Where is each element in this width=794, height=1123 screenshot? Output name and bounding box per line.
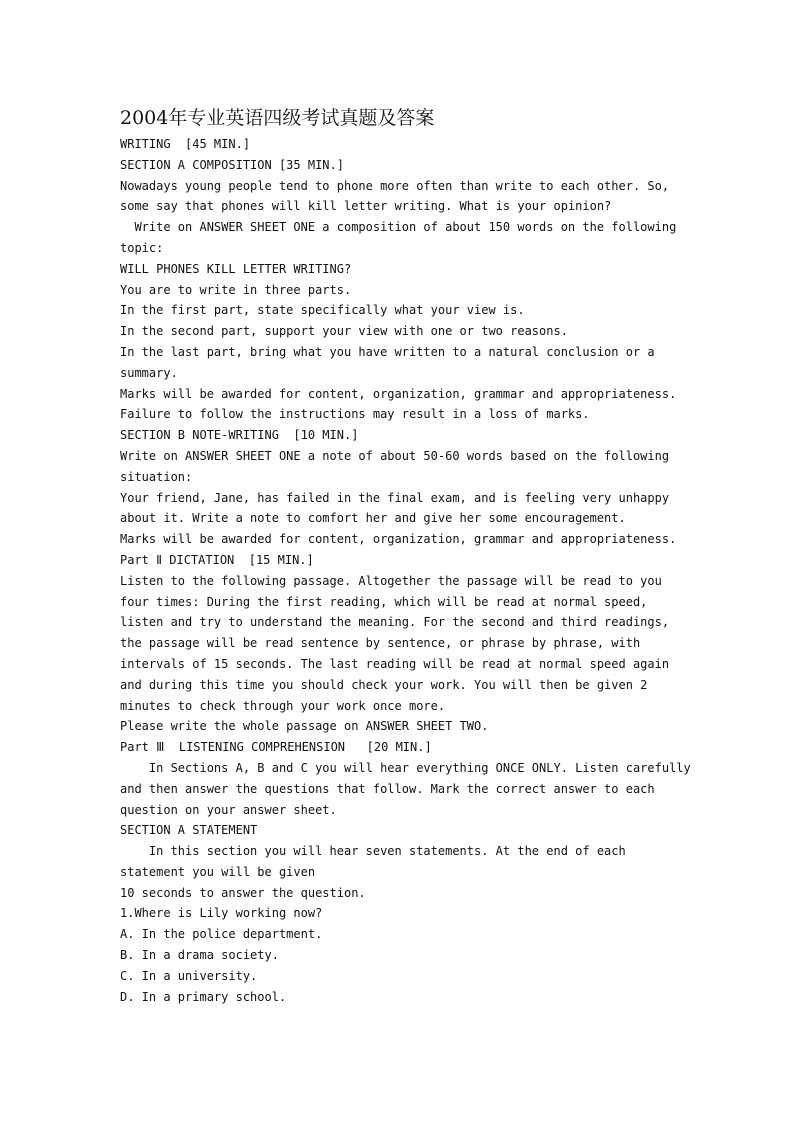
text-line: In this section you will hear seven statements. At the end of each [120, 844, 626, 859]
text-line: listen and try to understand the meaning. For the second and third readings, [120, 615, 670, 630]
section-heading-note-writing: SECTION B NOTE-WRITING [10 MIN.] [120, 428, 359, 443]
text-line: statement you will be given [120, 864, 316, 879]
text-line: Marks will be awarded for content, organization, grammar and appropriateness. [120, 386, 677, 401]
text-line: In Sections A, B and C you will hear everything ONCE ONLY. Listen carefully [120, 760, 691, 775]
text-line: question on your answer sheet. [120, 802, 337, 817]
text-line: Listen to the following passage. Altogether the passage will be read to you [120, 573, 662, 588]
text-line: In the first part, state specifically what your view is. [120, 303, 525, 318]
text-line: summary. [120, 365, 178, 380]
text-line: and then answer the questions that follow. Mark the correct answer to each [120, 781, 655, 796]
text-line: 10 seconds to answer the question. [120, 885, 366, 900]
text-line: You are to write in three parts. [120, 282, 352, 297]
composition-topic: WILL PHONES KILL LETTER WRITING? [120, 261, 352, 276]
text-line: Write on ANSWER SHEET ONE a composition of about 150 words on the following [120, 220, 677, 235]
section-heading-writing: WRITING [45 MIN.] [120, 137, 251, 151]
text-line: intervals of 15 seconds. The last reading will be read at normal speed again [120, 656, 670, 671]
document-title: 2004年专业英语四级考试真题及答案 [120, 107, 435, 129]
section-heading-dictation: Part Ⅱ DICTATION [15 MIN.] [120, 552, 314, 567]
option-a: A. In the police department. [120, 927, 323, 942]
text-line: minutes to check through your work once more. [120, 698, 446, 713]
section-heading-listening: Part Ⅲ LISTENING COMPREHENSION [20 MIN.] [120, 740, 432, 755]
text-line: situation: [120, 469, 193, 484]
text-line: some say that phones will kill letter writing. What is your opinion? [120, 199, 612, 214]
text-line: four times: During the first reading, which will be read at normal speed, [120, 594, 648, 609]
text-line: about it. Write a note to comfort her and give her some encouragement. [120, 511, 626, 526]
text-line: Your friend, Jane, has failed in the final exam, and is feeling very unhappy [120, 490, 670, 505]
text-line: the passage will be read sentence by sentence, or phrase by phrase, with [120, 636, 641, 651]
text-line: Write on ANSWER SHEET ONE a note of about 50-60 words based on the following [120, 448, 670, 463]
text-line: and during this time you should check your work. You will then be given 2 [120, 677, 648, 692]
text-line: In the last part, bring what you have written to a natural conclusion or a [120, 344, 655, 359]
option-d: D. In a primary school. [120, 989, 287, 1004]
text-line: Nowadays young people tend to phone more often than write to each other. So, [120, 178, 670, 193]
text-line: Marks will be awarded for content, organization, grammar and appropriateness. [120, 532, 677, 547]
text-line: Please write the whole passage on ANSWER SHEET TWO. [120, 719, 489, 734]
section-heading-composition: SECTION A COMPOSITION [35 MIN.] [120, 157, 344, 172]
document-page [120, 104, 700, 1007]
option-b: B. In a drama society. [120, 948, 279, 963]
question-1: 1.Where is Lily working now? [120, 906, 323, 921]
text-line: Failure to follow the instructions may result in a loss of marks. [120, 407, 590, 422]
section-heading-statement: SECTION A STATEMENT [120, 823, 258, 838]
option-c: C. In a university. [120, 968, 258, 983]
text-line: In the second part, support your view with one or two reasons. [120, 324, 568, 339]
text-line: topic: [120, 240, 164, 255]
